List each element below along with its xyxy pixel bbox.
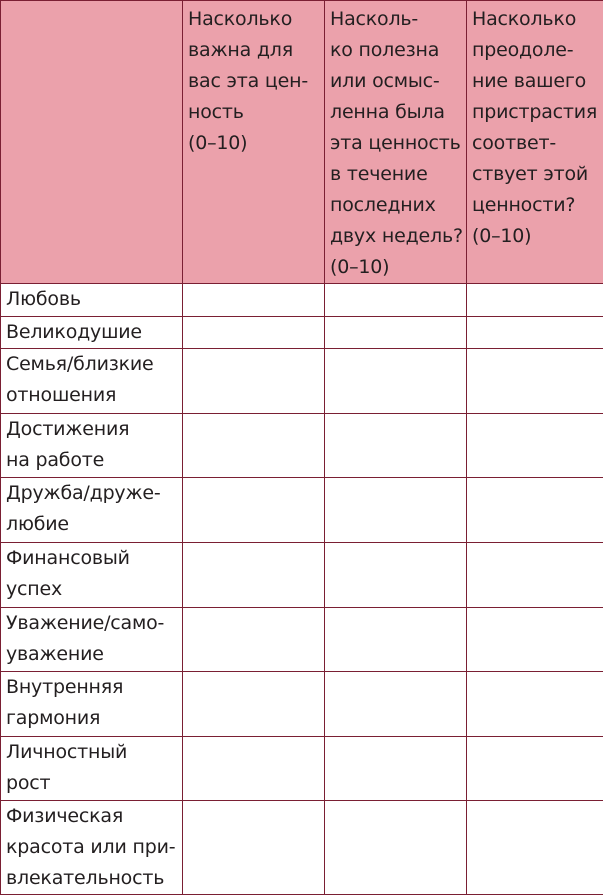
table-cell[interactable] bbox=[325, 801, 467, 895]
table-cell[interactable] bbox=[325, 478, 467, 543]
header-corner-cell bbox=[1, 1, 183, 284]
header-importance: Насколько важна для вас эта цен- ность (0–10) bbox=[183, 1, 325, 284]
row-label: Любовь bbox=[1, 284, 183, 317]
row-label: Достижения на работе bbox=[1, 414, 183, 478]
table-cell[interactable] bbox=[467, 543, 603, 608]
header-usefulness: Насколь- ко полезна или осмыс- ленна была эта ценность в течение последних двух недель? (0–10) bbox=[325, 1, 467, 284]
table-cell[interactable] bbox=[183, 737, 325, 801]
table-cell[interactable] bbox=[325, 317, 467, 349]
header-addiction-alignment: Насколько преодоле- ние вашего пристрастия соответ- ствует этой ценности? (0–10) bbox=[467, 1, 603, 284]
table-cell[interactable] bbox=[467, 349, 603, 414]
table-cell[interactable] bbox=[467, 801, 603, 895]
table-row bbox=[1, 349, 603, 414]
table-row bbox=[1, 801, 603, 895]
table-row bbox=[1, 478, 603, 543]
row-label: Физическая красота или при- влекательность bbox=[1, 801, 183, 895]
table-cell[interactable] bbox=[183, 543, 325, 608]
table-row bbox=[1, 672, 603, 737]
table-body bbox=[1, 284, 603, 895]
table-cell[interactable] bbox=[325, 737, 467, 801]
header-row bbox=[1, 1, 603, 284]
table-header bbox=[1, 1, 603, 284]
row-label: Личностный рост bbox=[1, 737, 183, 801]
table-row bbox=[1, 608, 603, 672]
table-cell[interactable] bbox=[325, 349, 467, 414]
table-cell[interactable] bbox=[325, 672, 467, 737]
table-cell[interactable] bbox=[183, 801, 325, 895]
row-label: Дружба/друже- любие bbox=[1, 478, 183, 543]
table-cell[interactable] bbox=[467, 672, 603, 737]
table-cell[interactable] bbox=[183, 478, 325, 543]
table-cell[interactable] bbox=[325, 608, 467, 672]
table-cell[interactable] bbox=[183, 414, 325, 478]
table-cell[interactable] bbox=[467, 317, 603, 349]
table-cell[interactable] bbox=[467, 284, 603, 317]
table-cell[interactable] bbox=[183, 284, 325, 317]
table-cell[interactable] bbox=[467, 414, 603, 478]
table-cell[interactable] bbox=[325, 284, 467, 317]
row-label: Внутренняя гармония bbox=[1, 672, 183, 737]
table-cell[interactable] bbox=[183, 672, 325, 737]
table-row bbox=[1, 317, 603, 349]
table-cell[interactable] bbox=[325, 543, 467, 608]
table-cell[interactable] bbox=[183, 317, 325, 349]
table-cell[interactable] bbox=[467, 608, 603, 672]
table-row bbox=[1, 414, 603, 478]
table-cell[interactable] bbox=[467, 737, 603, 801]
table-row bbox=[1, 284, 603, 317]
table-row bbox=[1, 737, 603, 801]
row-label: Семья/близкие отношения bbox=[1, 349, 183, 414]
row-label: Финансовый успех bbox=[1, 543, 183, 608]
row-label: Великодушие bbox=[1, 317, 183, 349]
table-cell[interactable] bbox=[467, 478, 603, 543]
table-cell[interactable] bbox=[325, 414, 467, 478]
table-row bbox=[1, 543, 603, 608]
table-cell[interactable] bbox=[183, 608, 325, 672]
row-label: Уважение/само- уважение bbox=[1, 608, 183, 672]
table-cell[interactable] bbox=[183, 349, 325, 414]
